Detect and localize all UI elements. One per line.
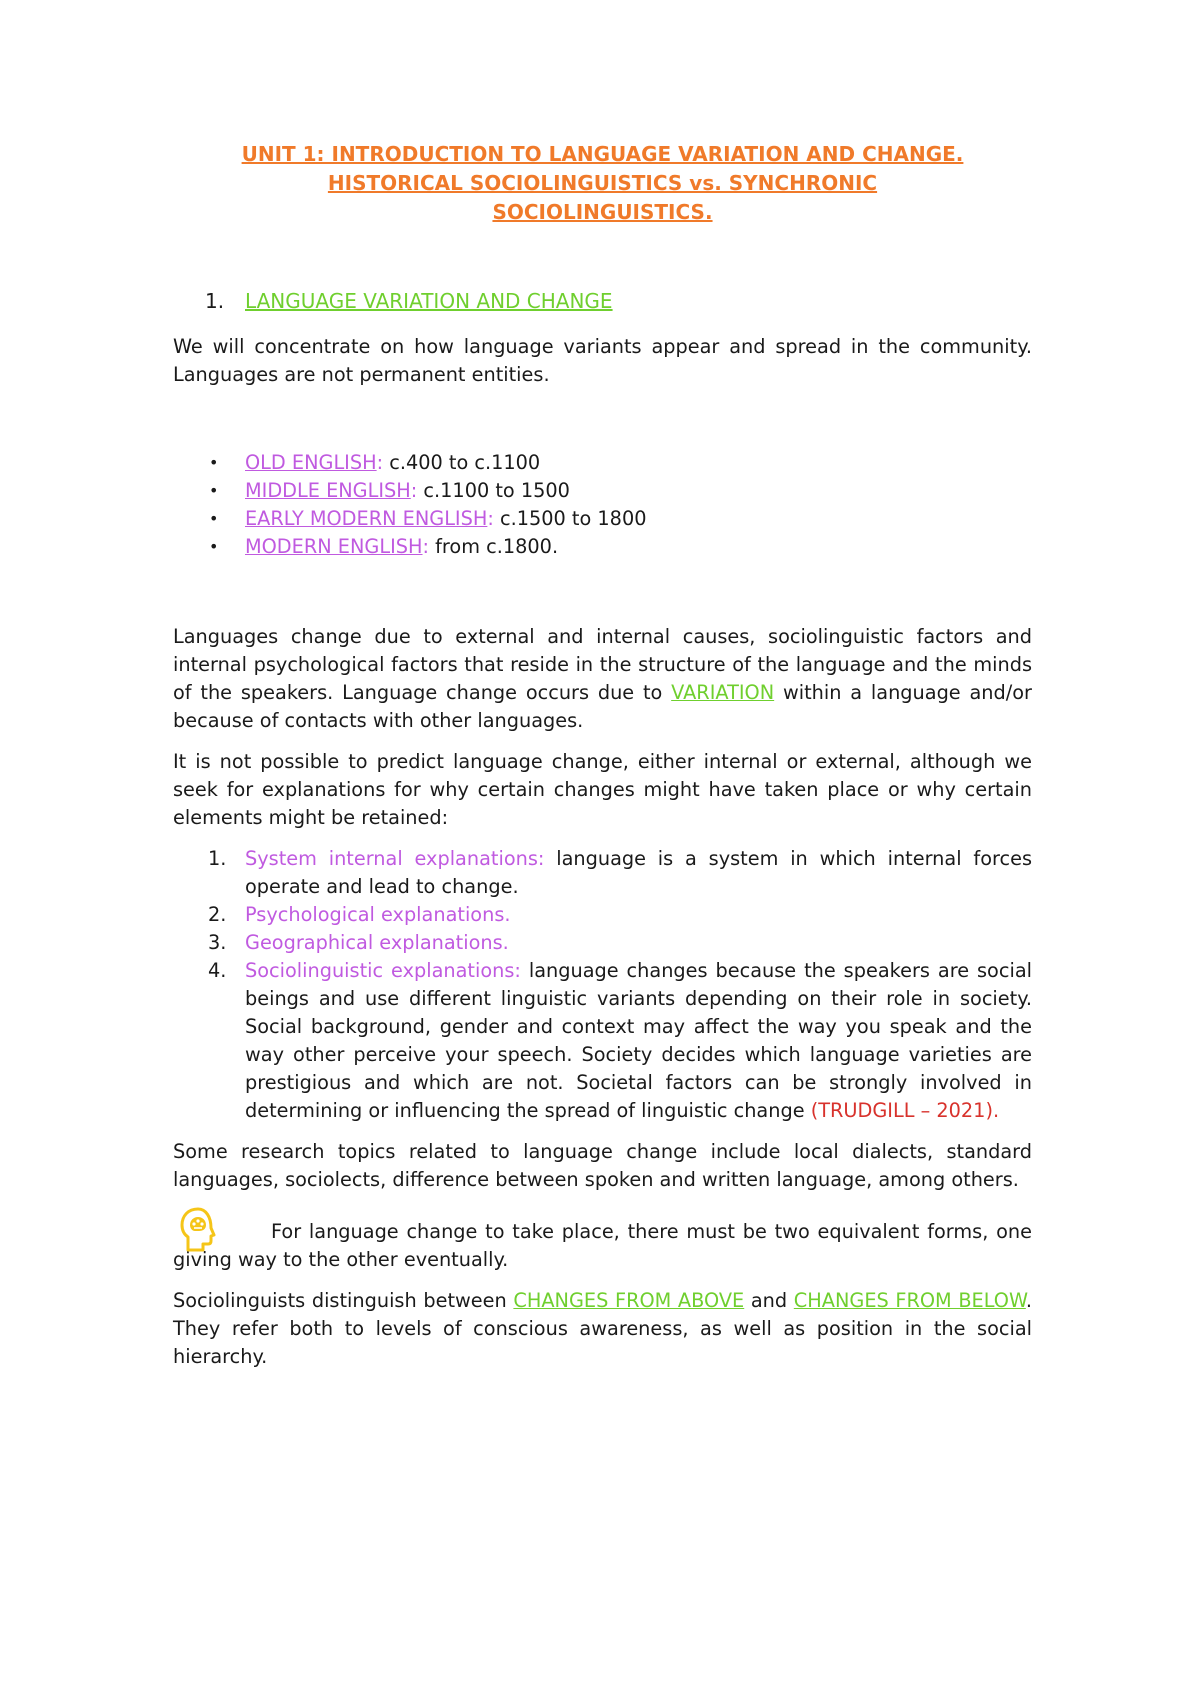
era-range: c.1100 to 1500 [417, 479, 570, 502]
section-number: 1. [205, 289, 225, 313]
bullet: • [209, 453, 219, 472]
list-item [173, 533, 1032, 561]
changes-text-after: . They refer both to levels of conscious awareness, as well as position in the social hierarchy. [173, 1289, 1032, 1368]
era-colon: : [487, 507, 494, 530]
section-heading [173, 287, 1032, 315]
causes-paragraph [173, 623, 1032, 735]
predict-paragraph: It is not possible to predict language change, either internal or external, although we seek for explanations for why certain changes might have taken place or why certain elements might be retained: [173, 750, 1032, 829]
title-line-2: HISTORICAL SOCIOLINGUISTICS vs. SYNCHRONIC [327, 171, 878, 195]
era-colon: : [376, 451, 384, 474]
note-text: For language change to take place, there must be two equivalent forms, one giving way to the other eventually. [173, 1220, 1032, 1271]
explanation-label: Sociolinguistic explanations: [245, 959, 521, 982]
list-item [173, 845, 1032, 901]
explanation-text: language changes because the speakers are social beings and use different linguistic variants depending on their role in society. Social background, gender and context may affect the way you speak and the way other perceive your speech. Society decides which language varieties are prestigious and which are not. Societal factors can be strongly involved in determining or influencing the spread of linguistic change [245, 959, 1032, 1122]
era-link-middle-english[interactable]: MIDDLE ENGLISH [245, 479, 411, 502]
changes-text-before: Sociolinguists distinguish between [173, 1289, 514, 1312]
item-number: 1. [208, 847, 227, 870]
era-link-modern-english[interactable]: MODERN ENGLISH [245, 535, 423, 558]
explanation-label: Geographical explanations. [245, 931, 509, 954]
citation: (TRUDGILL – 2021). [810, 1099, 1000, 1122]
era-link-early-modern-english[interactable]: EARLY MODERN ENGLISH [245, 507, 488, 530]
list-item [173, 449, 1032, 477]
explanation-label: System internal explanations: [245, 847, 545, 870]
changes-paragraph [173, 1287, 1032, 1371]
head-thinking-icon [178, 1206, 218, 1254]
english-periods-list [173, 449, 1032, 561]
era-colon: : [410, 479, 418, 502]
topics-paragraph: Some research topics related to language change include local dialects, standard languages, sociolects, difference between spoken and written language, among others. [173, 1140, 1032, 1191]
bullet: • [209, 481, 219, 500]
intro-paragraph: We will concentrate on how language variants appear and spread in the community. Languages are not permanent entities. [173, 335, 1032, 386]
list-item [173, 477, 1032, 505]
list-item [173, 901, 1032, 929]
note-block [173, 1218, 1032, 1274]
era-colon: : [422, 535, 430, 558]
causes-text-after: within a language and/or because of contacts with other languages. [173, 681, 1032, 732]
bullet: • [209, 509, 219, 528]
section-heading-text: LANGUAGE VARIATION AND CHANGE [245, 289, 613, 313]
changes-from-above-link[interactable]: CHANGES FROM ABOVE [513, 1289, 745, 1312]
explanation-label: Psychological explanations. [245, 903, 511, 926]
bullet: • [209, 537, 219, 556]
changes-from-below-link[interactable]: CHANGES FROM BELOW [793, 1289, 1026, 1312]
era-range: c.1500 to 1800 [493, 507, 647, 530]
causes-text-before: Languages change due to external and internal causes, sociolinguistic factors and internal psychological factors that reside in the structure of the language and the minds of the speakers. Language change occurs due to [173, 625, 1032, 704]
list-item [173, 929, 1032, 957]
title-line-1: UNIT 1: INTRODUCTION TO LANGUAGE VARIATION AND CHANGE. [241, 142, 964, 166]
era-link-old-english[interactable]: OLD ENGLISH [245, 451, 377, 474]
item-number: 3. [208, 931, 227, 954]
era-range: c.400 to c.1100 [383, 451, 541, 474]
explanations-list [173, 845, 1032, 1125]
variation-link[interactable]: VARIATION [671, 681, 775, 704]
list-item [173, 957, 1032, 1125]
item-number: 2. [208, 903, 227, 926]
list-item [173, 505, 1032, 533]
changes-text-mid: and [744, 1289, 794, 1312]
explanation-text: language is a system in which internal forces operate and lead to change. [245, 847, 1032, 898]
item-number: 4. [208, 959, 227, 982]
era-range: from c.1800. [429, 535, 559, 558]
title-line-3: SOCIOLINGUISTICS. [492, 200, 713, 224]
document-title [173, 140, 1032, 227]
